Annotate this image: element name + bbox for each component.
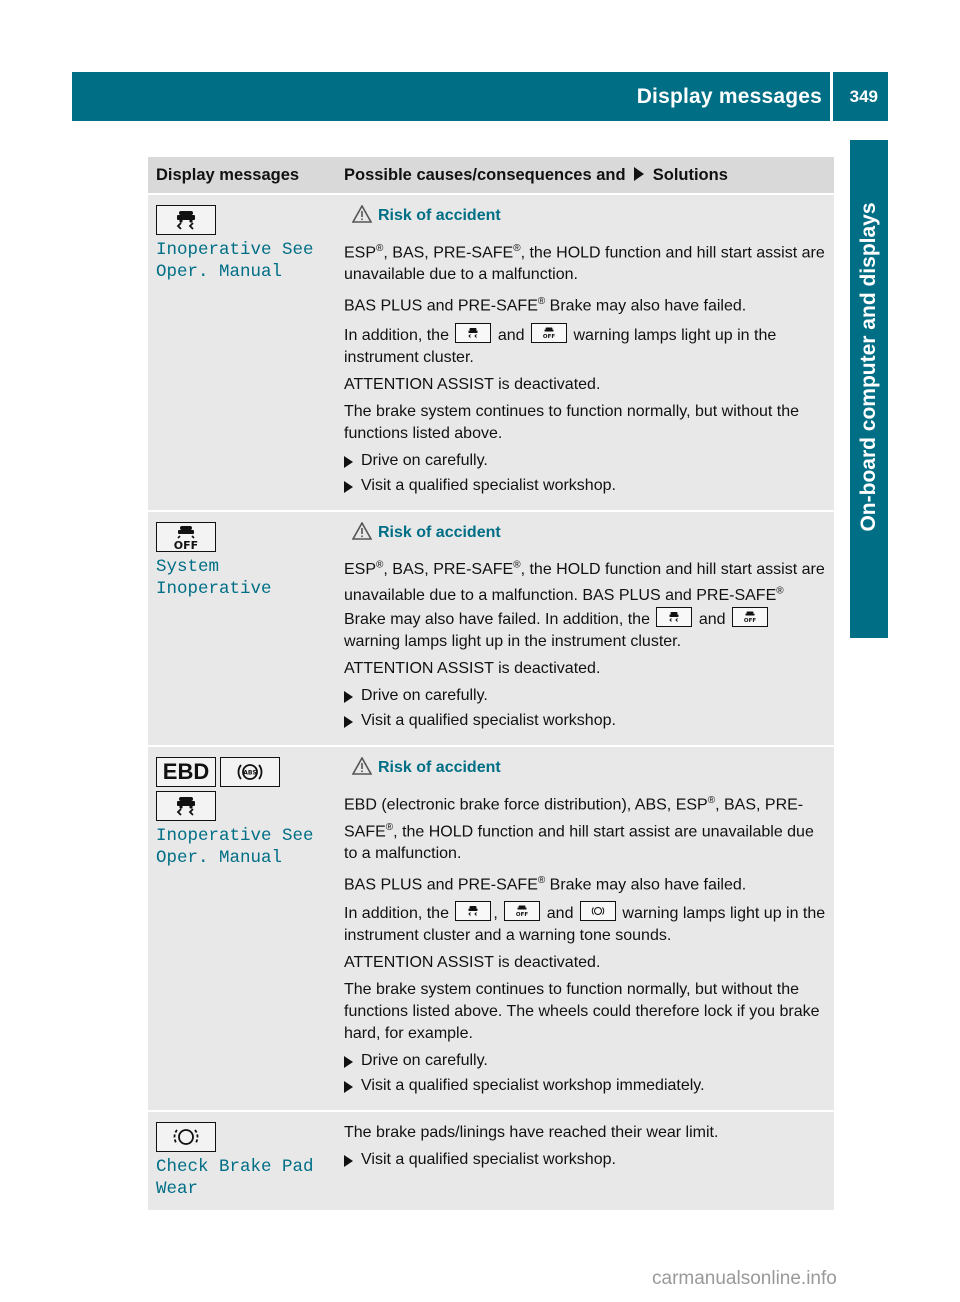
page-title: Display messages: [636, 85, 822, 108]
solution-arrow-icon: [634, 167, 644, 181]
causes-cell: [336, 512, 834, 746]
causes-cell: [336, 747, 834, 1110]
ebd-icon: EBD: [156, 757, 216, 787]
brake-pad-wear-icon: [156, 1122, 216, 1152]
esp-warning-icon: [156, 791, 216, 821]
esp-off-icon: [504, 901, 540, 921]
display-message-cell: [148, 1112, 336, 1210]
page-header-bar: [72, 72, 888, 121]
abs-icon: [220, 757, 280, 787]
paragraph: The brake system continues to function normally, but without the functions listed above.: [344, 402, 800, 442]
esp-off-icon: [156, 522, 216, 552]
page-number: 349: [849, 87, 878, 106]
column-header-display-messages: Display messages: [148, 157, 336, 193]
esp-off-icon: [732, 607, 768, 627]
esp-warning-icon: [656, 607, 692, 627]
solution-step: Drive on carefully.: [344, 450, 826, 472]
side-tab-marker: [850, 602, 888, 638]
display-message-cell: [148, 195, 336, 510]
solution-step: Visit a qualified specialist workshop.: [344, 710, 826, 732]
display-message-text: Wear: [156, 1179, 199, 1200]
display-message-text: Check Brake Pad: [156, 1157, 314, 1178]
table-row: [148, 512, 834, 746]
display-message-text: System Inoperative: [156, 556, 272, 599]
display-message-cell: [148, 512, 336, 746]
warning-triangle-icon: [352, 522, 372, 547]
display-message-text: Oper. Manual: [156, 848, 283, 869]
paragraph: ATTENTION ASSIST is deactivated.: [344, 375, 601, 393]
column-header-causes: Possible causes/consequences and Solutions: [336, 157, 834, 193]
causes-cell: [336, 1112, 834, 1210]
paragraph: BAS PLUS and PRE-SAFE® Brake may also have failed.: [344, 296, 747, 315]
paragraph: BAS PLUS and PRE-SAFE® Brake may also have failed.: [344, 874, 747, 894]
svg-text:OFF: OFF: [516, 912, 529, 919]
solution-step: Visit a qualified specialist workshop immediately.: [344, 1075, 826, 1097]
paragraph: In addition, the , OFF and warning lamps light up in the instrument cluster and a warning tone sounds.: [344, 901, 826, 947]
table-row: [148, 747, 834, 1110]
display-message-text: Inoperative See: [156, 826, 314, 847]
section-side-tab-label: On-board computer and displays: [857, 202, 880, 532]
esp-warning-icon: [455, 323, 491, 343]
solution-step: Visit a qualified specialist workshop.: [344, 475, 826, 497]
paragraph: ATTENTION ASSIST is deactivated.: [344, 954, 601, 972]
paragraph: The brake system continues to function normally, but without the functions listed above. The wheels could therefore lock if you brake hard, for example.: [344, 981, 820, 1043]
svg-text:OFF: OFF: [542, 333, 556, 340]
svg-text:OFF: OFF: [743, 618, 757, 625]
paragraph: In addition, the and OFF warning lamps light up in the instrument cluster.: [344, 323, 826, 369]
table-row: [148, 1112, 834, 1210]
paragraph: ATTENTION ASSIST is deactivated.: [344, 660, 601, 678]
paragraph: ESP®, BAS, PRE-SAFE®, the HOLD function and hill start assist are unavailable due to a malfunction. BAS PLUS and PRE-SAFE® Brake may also have failed. In addition, the and OFF warning lamps light up in the instrument cluster.: [344, 559, 825, 651]
table-row: [148, 195, 834, 510]
section-side-tab: [850, 140, 888, 638]
paragraph: ESP®, BAS, PRE-SAFE®, the HOLD function and hill start assist are unavailable due to a malfunction.: [344, 243, 825, 284]
solution-step: Drive on carefully.: [344, 685, 826, 707]
display-messages-table: [148, 155, 834, 1212]
esp-off-icon: [531, 323, 567, 343]
risk-warning: Risk of accident: [352, 205, 826, 230]
risk-warning: Risk of accident: [352, 522, 826, 547]
warning-triangle-icon: [352, 205, 372, 230]
display-message-cell: [148, 747, 336, 1110]
paragraph: EBD (electronic brake force distribution), ABS, ESP®, BAS, PRE-SAFE®, the HOLD function and hill start assist are unavailable due to a malfunction.: [344, 795, 814, 862]
abs-icon: [580, 901, 616, 921]
footer-watermark: carmanualsonline.info: [652, 1268, 837, 1289]
esp-warning-icon: [455, 901, 491, 921]
svg-text:ABS: ABS: [243, 769, 258, 777]
esp-warning-icon: [156, 205, 216, 235]
causes-cell: [336, 195, 834, 510]
risk-warning: Risk of accident: [352, 757, 826, 782]
solution-step: Visit a qualified specialist workshop.: [344, 1149, 826, 1171]
header-separator: [830, 72, 833, 121]
svg-text:OFF: OFF: [173, 538, 199, 551]
warning-triangle-icon: [352, 757, 372, 782]
paragraph: The brake pads/linings have reached their wear limit.: [344, 1124, 719, 1142]
display-message-text: Oper. Manual: [156, 262, 283, 282]
table-header-row: [148, 157, 834, 193]
solution-step: Drive on carefully.: [344, 1050, 826, 1072]
display-message-text: Inoperative See: [156, 240, 314, 260]
